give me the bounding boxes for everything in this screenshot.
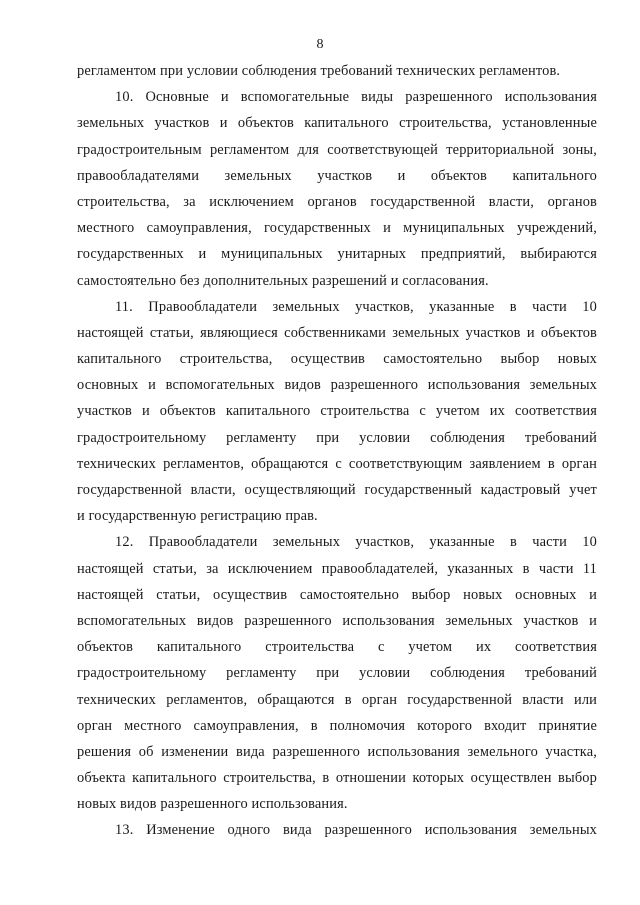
text-line: местного самоуправления, государственных и муниципальных учреждений, <box>77 220 597 237</box>
paragraph-13-first-line: 13. Изменение одного вида разрешенного использования земельных <box>115 822 597 839</box>
text-line: градостроительным регламентом для соответствующей территориальной зоны, <box>77 141 597 158</box>
text-line: объектов капитального строительства с учетом их соответствия <box>77 639 597 656</box>
page-number: 8 <box>316 37 324 52</box>
text-line: настоящей статьи, за исключением правообладателей, указанных в части 11 <box>77 560 597 577</box>
text-line: и государственную регистрацию прав. <box>77 508 318 525</box>
text-line: строительства, за исключением органов государственной власти, органов <box>77 193 597 210</box>
text-line: капитального строительства, осуществив самостоятельно выбор новых <box>77 351 597 368</box>
text-line: самостоятельно без дополнительных разрешений и согласования. <box>77 272 489 289</box>
text-line: градостроительному регламенту при условии соблюдения требований <box>77 665 597 682</box>
text-line: технических регламентов, обращаются с соответствующим заявлением в орган <box>77 455 597 472</box>
paragraph-10-first-line: 10. Основные и вспомогательные виды разрешенного использования <box>115 89 597 106</box>
text-line: решения об изменении вида разрешенного использования земельного участка, <box>77 743 597 760</box>
text-line: государственных и муниципальных унитарных предприятий, выбираются <box>77 246 597 263</box>
text-line: объекта капитального строительства, в отношении которых осуществлен выбор <box>77 770 597 787</box>
text-line: участков и объектов капитального строительства с учетом их соответствия <box>77 403 597 420</box>
text-line: государственной власти, осуществляющий государственный кадастровый учет <box>77 482 597 498</box>
text-line: основных и вспомогательных видов разрешенного использования земельных <box>77 377 597 394</box>
text-line: орган местного самоуправления, в полномочия которого входит принятие <box>77 717 597 734</box>
text-line: настоящей статьи, осуществив самостоятельно выбор новых основных и <box>77 586 597 603</box>
paragraph-12-first-line: 12. Правообладатели земельных участков, указанные в части 10 <box>115 534 597 551</box>
text-line: вспомогательных видов разрешенного использования земельных участков и <box>77 612 597 629</box>
paragraph-11-first-line: 11. Правообладатели земельных участков, указанные в части 10 <box>115 298 597 315</box>
text-line: технических регламентов, обращаются в орган государственной власти или <box>77 691 597 708</box>
text-line: земельных участков и объектов капитального строительства, установленные <box>77 115 597 132</box>
text-line: регламентом при условии соблюдения требований технических регламентов. <box>77 63 561 79</box>
text-line: правообладателями земельных участков и объектов капитального <box>77 167 597 184</box>
text-line: настоящей статьи, являющиеся собственниками земельных участков и объектов <box>77 324 597 341</box>
document-body <box>77 58 597 844</box>
text-line: новых видов разрешенного использования. <box>77 796 348 813</box>
text-line: градостроительному регламенту при условии соблюдения требований <box>77 429 597 446</box>
